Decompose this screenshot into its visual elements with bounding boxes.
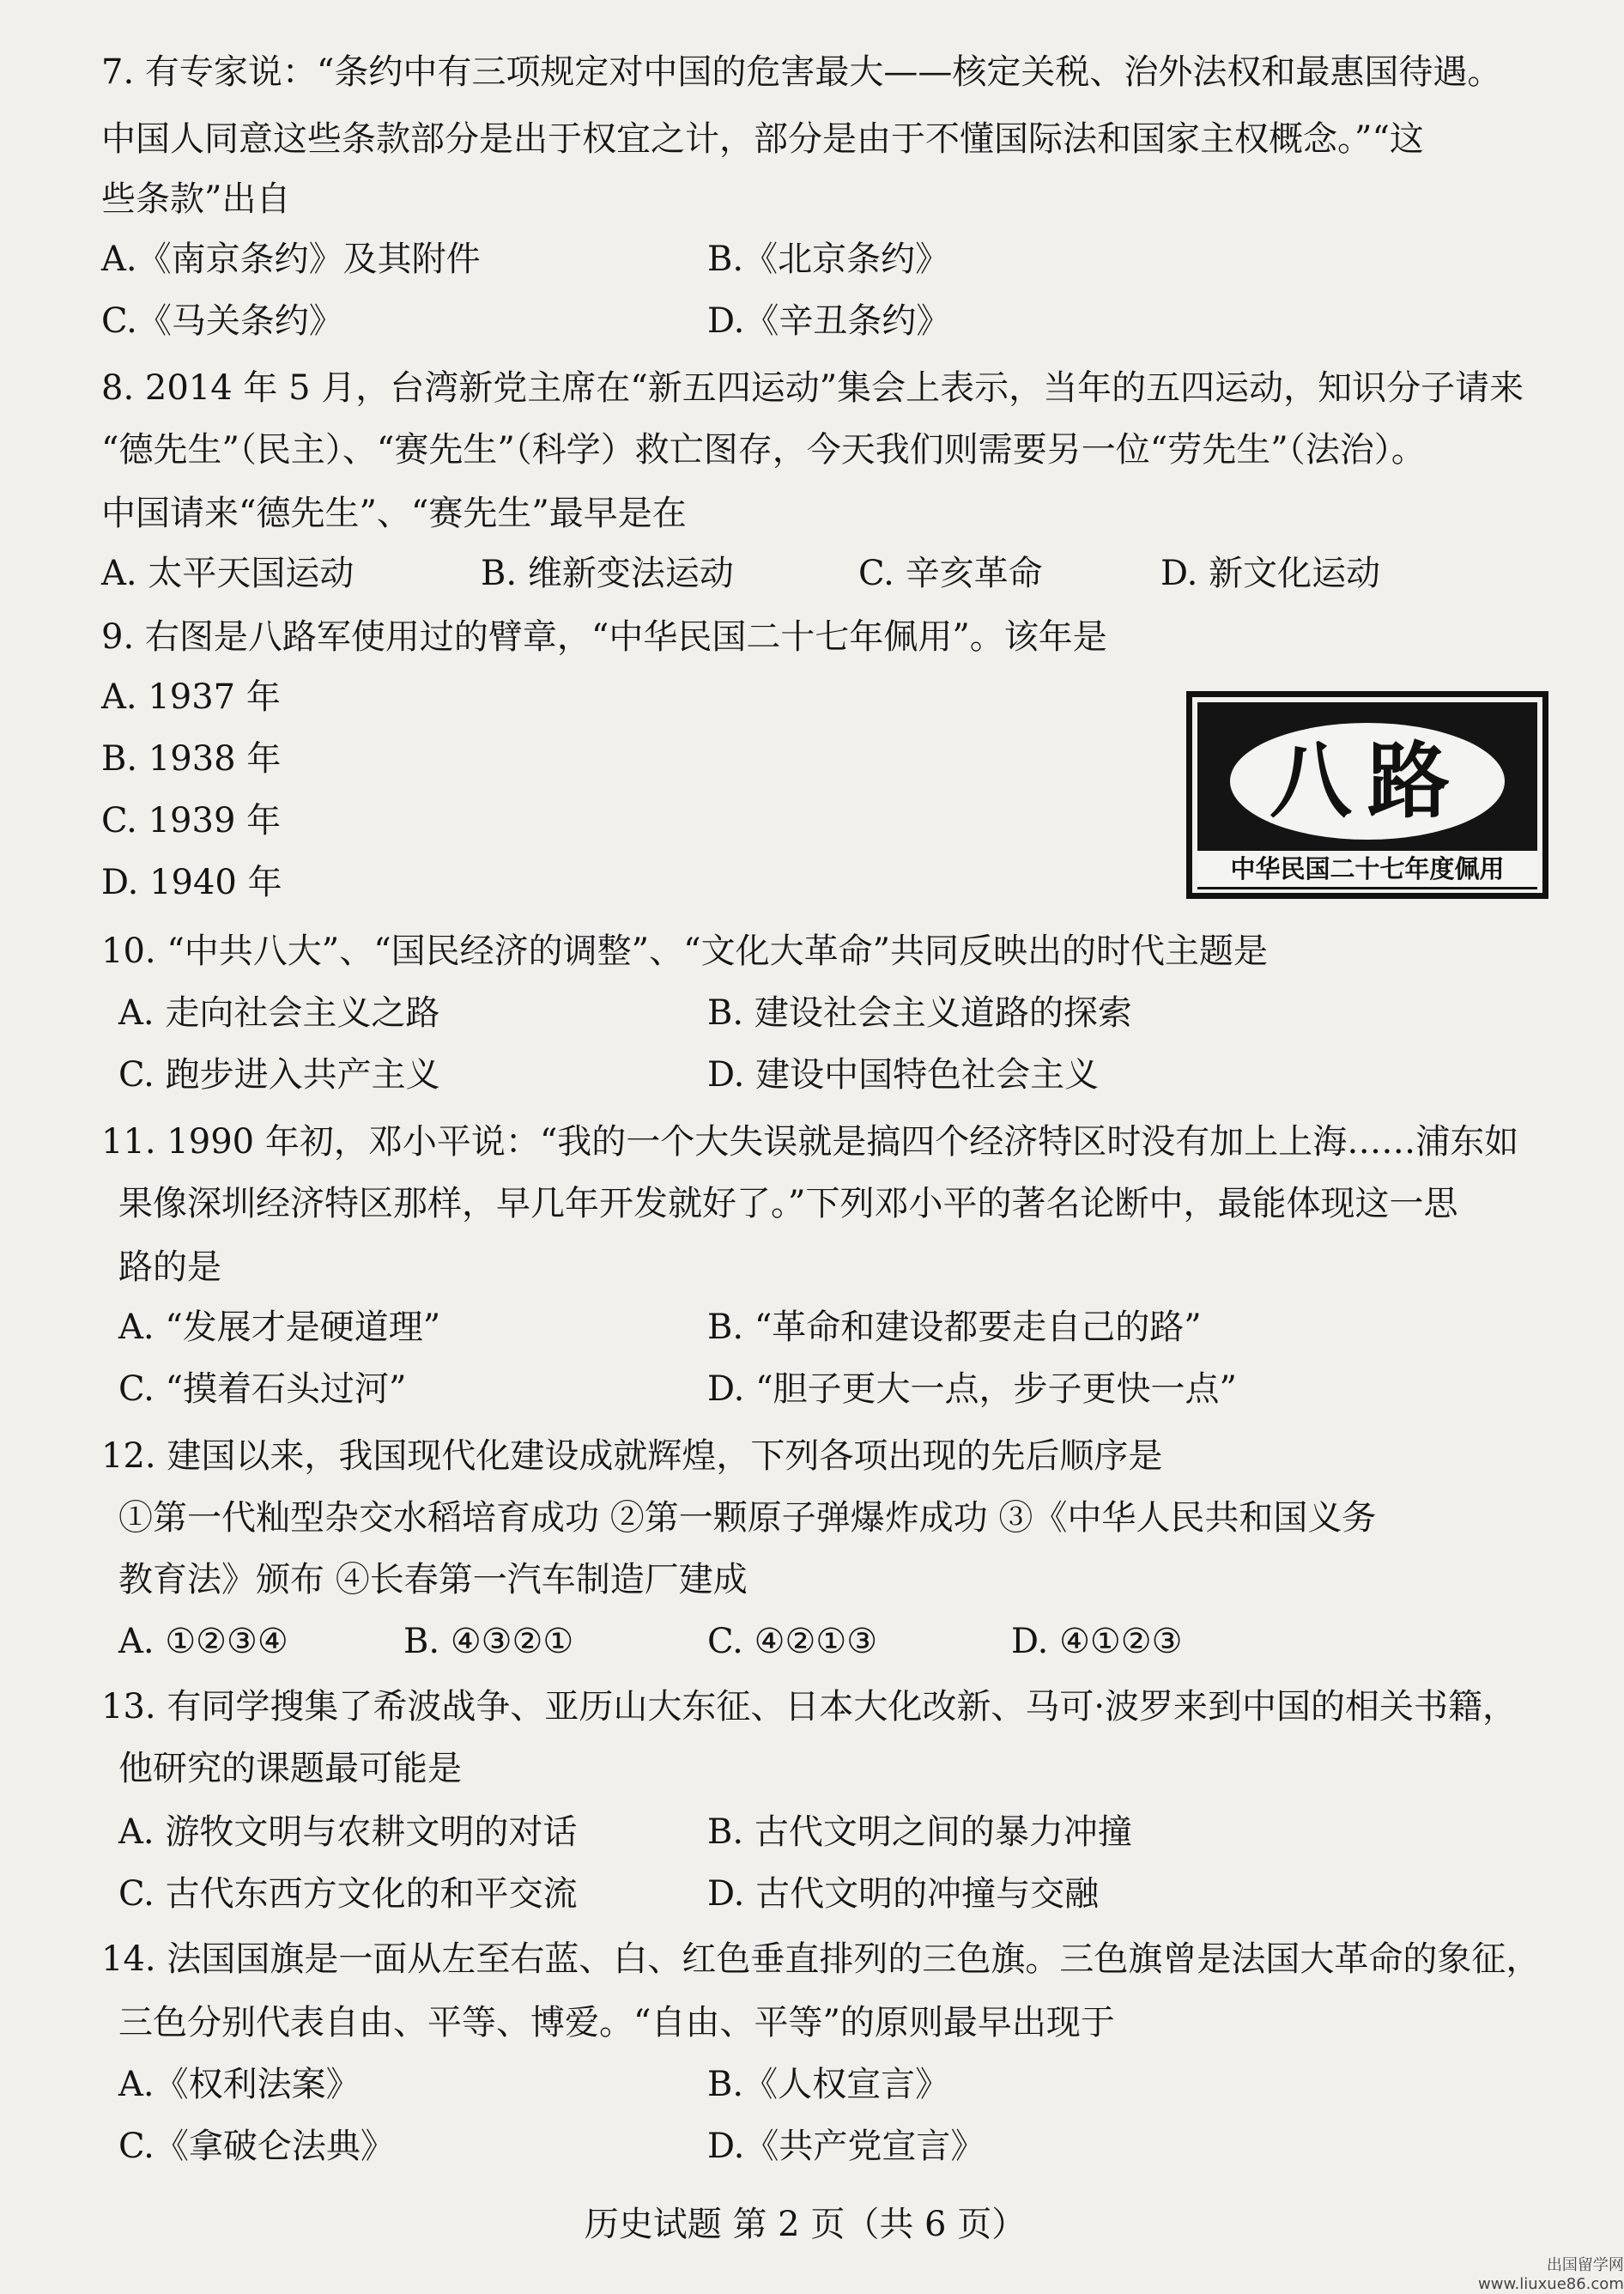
- q11-stem-line-3: 路的是: [118, 1247, 221, 1287]
- armband-title: 八路: [1270, 733, 1465, 829]
- q13-stem-line-2: 他研究的课题最可能是: [118, 1749, 462, 1788]
- q12-stem-line-1: 12. 建国以来，我国现代化建设成就辉煌，下列各项出现的先后顺序是: [101, 1436, 1163, 1476]
- q14-stem-line-2: 三色分别代表自由、平等、博爱。“自由、平等”的原则最早出现于: [118, 2003, 1115, 2042]
- q9-option-a: A. 1937 年: [101, 677, 281, 717]
- q10-stem-line-1: 10. “中共八大”、“国民经济的调整”、“文化大革命”共同反映出的时代主题是: [101, 932, 1269, 971]
- q14-option-b: B.《人权宣言》: [707, 2065, 950, 2104]
- q13-option-a: A. 游牧文明与农耕文明的对话: [118, 1812, 578, 1852]
- site-watermark: 出国留学网 www.liuxue86.com: [1478, 2256, 1624, 2293]
- q9-option-b: B. 1938 年: [101, 739, 282, 779]
- q8-stem-line-3: 中国请来“德先生”、“赛先生”最早是在: [101, 494, 687, 533]
- q13-option-c: C. 古代东西方文化的和平交流: [118, 1874, 578, 1914]
- q9-option-c: C. 1939 年: [101, 801, 282, 841]
- q7-stem-line-2: 中国人同意这些条款部分是出于权宜之计，部分是由于不懂国际法和国家主权概念。”“这: [101, 119, 1424, 159]
- q8-stem-line-1: 8. 2014 年 5 月，台湾新党主席在“新五四运动”集会上表示，当年的五四运动，知识分子请来: [101, 368, 1524, 408]
- q8-option-d: D. 新文化运动: [1160, 554, 1381, 593]
- q12-stem-line-2: ①第一代籼型杂交水稻培育成功 ②第一颗原子弹爆炸成功 ③《中华人民共和国义务: [118, 1498, 1377, 1538]
- q13-stem-line-1: 13. 有同学搜集了希波战争、亚历山大东征、日本大化改新、马可·波罗来到中国的相关书籍，: [101, 1687, 1518, 1727]
- q14-option-d: D.《共产党宣言》: [707, 2127, 985, 2166]
- q7-option-a: A.《南京条约》及其附件: [101, 240, 481, 279]
- q10-option-d: D. 建设中国特色社会主义: [707, 1055, 1100, 1095]
- q7-option-c: C.《马关条约》: [101, 301, 343, 341]
- armband-inner: [1197, 702, 1537, 889]
- q11-option-d: D. “胆子更大一点，步子更快一点”: [707, 1369, 1237, 1409]
- q11-option-c: C. “摸着石头过河”: [118, 1369, 407, 1409]
- q14-option-a: A.《权利法案》: [118, 2065, 361, 2104]
- q7-stem-line-1: 7. 有专家说：“条约中有三项规定对中国的危害最大——核定关税、治外法权和最惠国待遇。: [101, 52, 1502, 92]
- q8-option-c: C. 辛亥革命: [858, 554, 1043, 593]
- q8-option-b: B. 维新变法运动: [481, 554, 734, 593]
- q12-option-d: D. ④①②③: [1011, 1622, 1183, 1661]
- q8-stem-line-2: “德先生”（民主）、“赛先生”（科学）救亡图存，今天我们则需要另一位“劳先生”（法治）。: [101, 430, 1426, 470]
- q10-option-a: A. 走向社会主义之路: [118, 993, 440, 1033]
- q14-stem-line-1: 14. 法国国旗是一面从左至右蓝、白、红色垂直排列的三色旗。三色旗曾是法国大革命的象征，: [101, 1939, 1541, 1979]
- q7-stem-line-3: 些条款”出自: [101, 179, 291, 219]
- q9-option-d: D. 1940 年: [101, 863, 282, 902]
- armband-figure: [1186, 691, 1548, 899]
- q12-option-b: B. ④③②①: [403, 1622, 574, 1661]
- q11-option-a: A. “发展才是硬道理”: [118, 1308, 441, 1347]
- q7-option-d: D.《辛丑条约》: [707, 301, 951, 341]
- q7-option-b: B.《北京条约》: [707, 240, 950, 279]
- q13-option-d: D. 古代文明的冲撞与交融: [707, 1874, 1100, 1914]
- q9-stem-line-1: 9. 右图是八路军使用过的臂章，“中华民国二十七年佩用”。该年是: [101, 617, 1107, 657]
- q11-option-b: B. “革命和建设都要走自己的路”: [707, 1308, 1202, 1347]
- q12-stem-line-3: 教育法》颁布 ④长春第一汽车制造厂建成: [118, 1560, 748, 1599]
- armband-oval: [1223, 716, 1512, 847]
- armband-caption: 中华民国二十七年度佩用: [1197, 851, 1537, 887]
- page-footer: 历史试题 第 2 页（共 6 页）: [584, 2205, 1027, 2244]
- q11-stem-line-2: 果像深圳经济特区那样，早几年开发就好了。”下列邓小平的著名论断中，最能体现这一思: [118, 1184, 1458, 1223]
- q13-option-b: B. 古代文明之间的暴力冲撞: [707, 1812, 1132, 1852]
- q10-option-c: C. 跑步进入共产主义: [118, 1055, 440, 1095]
- q8-option-a: A. 太平天国运动: [101, 554, 354, 593]
- q14-option-c: C.《拿破仑法典》: [118, 2127, 395, 2166]
- q12-option-a: A. ①②③④: [118, 1622, 288, 1661]
- q11-stem-line-1: 11. 1990 年初，邓小平说：“我的一个大失误就是搞四个经济特区时没有加上上海……浦东如: [101, 1122, 1519, 1162]
- q12-option-c: C. ④②①③: [707, 1622, 878, 1661]
- q10-option-b: B. 建设社会主义道路的探索: [707, 993, 1132, 1033]
